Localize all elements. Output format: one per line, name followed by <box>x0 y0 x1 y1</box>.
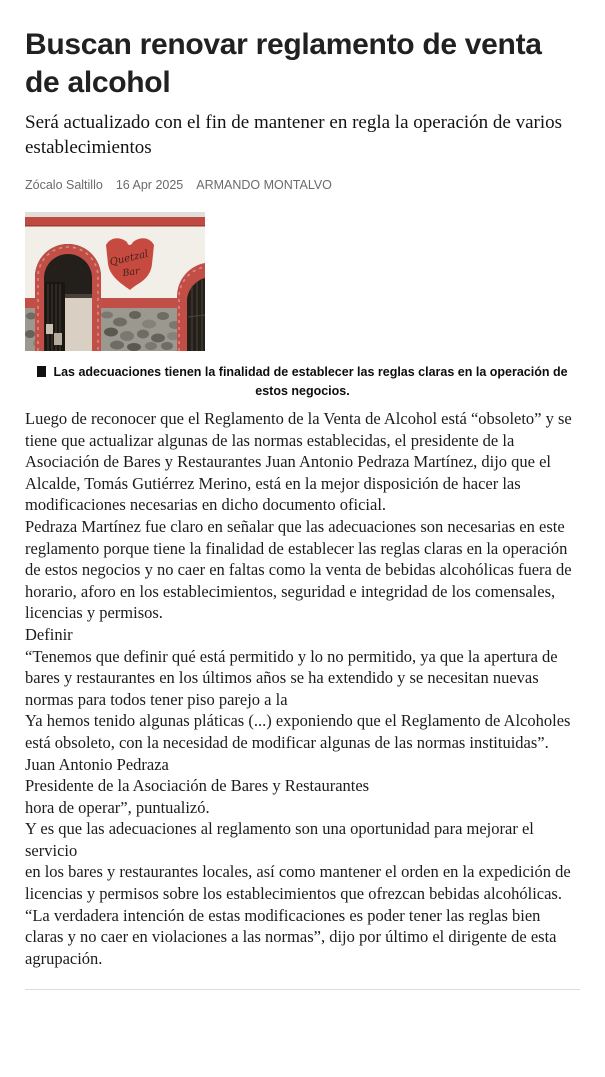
article-subtitle: Será actualizado con el fin de mantener en regla la operación de varios establecimientos <box>25 112 563 158</box>
article-paragraph: Luego de reconocer que el Reglamento de la Venta de Alcohol está “obsoleto” y se tiene que actualizar algunas de las normas establecidas, el presidente de la Asociación de Bares y Restaurantes Juan Antonio Pedraza Martínez, dijo que el Alcalde, Tomás Gutiérrez Merino, está en la mejor disposición de hacer las modificaciones necesarias en dicho documento oficial. <box>25 409 572 515</box>
bottom-divider <box>25 989 580 990</box>
article-page <box>0 26 605 990</box>
article-paragraph: Juan Antonio Pedraza <box>25 754 169 774</box>
bar-sign-name: Quetzal <box>108 248 150 269</box>
caption-square-icon <box>37 366 46 377</box>
date-label: 16 Apr 2025 <box>115 178 184 192</box>
article-paragraph: Presidente de la Asociación de Bares y Restaurantes <box>25 776 370 796</box>
photo-caption-text: Las adecuaciones tienen la finalidad de establecer las reglas claras en la operación de estos negocios. <box>53 365 568 398</box>
article-title: Buscan renovar reglamento de venta de alcohol <box>25 28 542 99</box>
source-label: Zócalo Saltillo <box>25 178 103 192</box>
article-paragraph: hora de operar”, puntualizó. <box>25 797 210 817</box>
article-paragraph: en los bares y restaurantes locales, así como mantener el orden en la expedición de licencias y permisos sobre los establecimientos que ofrezcan bebidas alcohólicas. <box>25 862 571 904</box>
article-byline <box>25 178 580 192</box>
article-paragraph: Pedraza Martínez fue claro en señalar que las adecuaciones son necesarias en este reglamento porque tiene la finalidad de establecer las reglas claras en la operación de estos negocios y no caer en faltas como la venta de bebidas alcohólicas fuera de horario, aforo en los establecimientos, seguridad e integridad de los comensales, licencias y permisos. <box>25 516 572 623</box>
article-paragraph: Ya hemos tenido algunas pláticas (...) exponiendo que el Reglamento de Alcoholes está obsoleto, con la necesidad de modificar algunas de las normas instituidas”. <box>25 711 571 752</box>
article-paragraph: Definir <box>25 624 73 644</box>
article-paragraph: “Tenemos que definir qué está permitido y lo no permitido, ya que la apertura de bares y restaurantes en los últimos años se ha extendido y se necesitan nuevas normas para todos tener piso parejo a la <box>25 646 558 709</box>
photo-caption <box>25 363 580 401</box>
article-body <box>25 408 580 969</box>
bar-sign-word: Bar <box>121 265 141 280</box>
bar-facade-illustration <box>25 212 205 351</box>
author-label: ARMANDO MONTALVO <box>196 178 332 192</box>
article-paragraph: “La verdadera intención de estas modificaciones es poder tener las reglas bien claras y no caer en violaciones a las normas”, dijo por último el dirigente de esta agrupación. <box>25 905 557 968</box>
article-photo <box>25 212 205 351</box>
article-paragraph: Y es que las adecuaciones al reglamento son una oportunidad para mejorar el servicio <box>25 819 534 860</box>
